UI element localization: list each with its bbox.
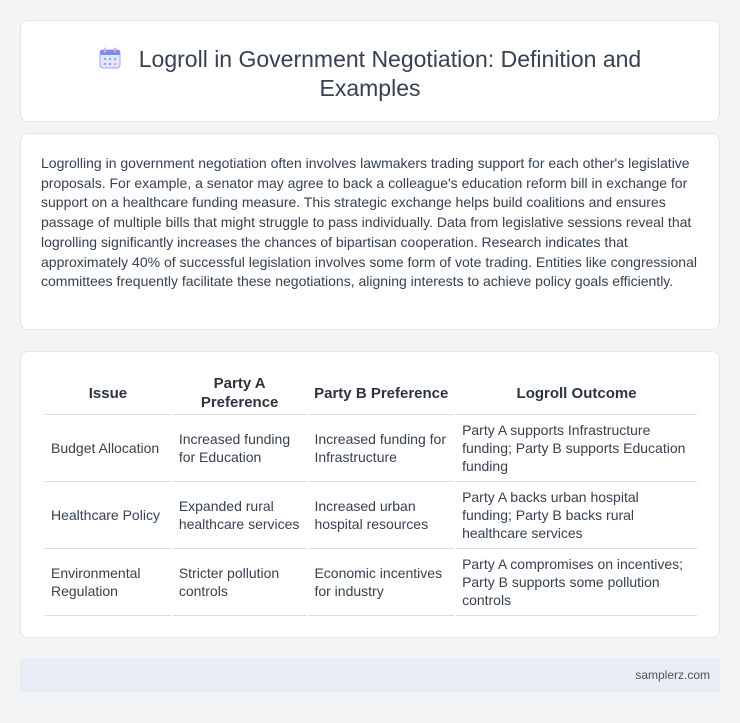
cell-outcome: Party A backs urban hospital funding; Party B backs rural healthcare services	[456, 482, 697, 549]
cell-party-b: Increased urban hospital resources	[308, 482, 454, 549]
cell-party-a: Expanded rural healthcare services	[173, 482, 307, 549]
cell-party-b: Increased funding for Infrastructure	[308, 415, 454, 482]
intro-card	[20, 133, 720, 330]
cell-issue: Environmental Regulation	[45, 549, 171, 616]
logroll-table	[43, 372, 699, 616]
cell-issue: Budget Allocation	[45, 415, 171, 482]
calendar-icon	[99, 47, 121, 69]
footer-bar	[20, 658, 720, 692]
cell-party-a: Increased funding for Education	[173, 415, 307, 482]
header-card	[20, 20, 720, 122]
table-row	[45, 415, 697, 482]
cell-party-b: Economic incentives for industry	[308, 549, 454, 616]
column-header-party-b: Party B Preference	[308, 372, 454, 415]
table-header-row	[45, 372, 697, 415]
table-row	[45, 482, 697, 549]
cell-outcome: Party A compromises on incentives; Party B supports some pollution controls	[456, 549, 697, 616]
column-header-outcome: Logroll Outcome	[456, 372, 697, 415]
cell-party-a: Stricter pollution controls	[173, 549, 307, 616]
intro-paragraph: Logrolling in government negotiation often involves lawmakers trading support for each other's legislative proposals. For example, a senator may agree to back a colleague's education reform bill in exchange for support on a healthcare funding measure. This strategic exchange helps build coalitions and ensures passage of multiple bills that might struggle to pass individually. Data from legislative sessions reveal that logrolling significantly increases the chances of bipartisan cooperation. Research indicates that approximately 40% of successful legislation involves some form of vote trading. Entities like congressional committees frequently facilitate these negotiations, aligning interests to achieve policy goals efficiently.	[41, 155, 697, 290]
column-header-party-a: Party A Preference	[173, 372, 307, 415]
table-row	[45, 549, 697, 616]
page-title-row	[21, 45, 719, 103]
cell-outcome: Party A supports Infrastructure funding; Party B supports Education funding	[456, 415, 697, 482]
footer-site-link[interactable]: samplerz.com	[635, 668, 710, 682]
column-header-issue: Issue	[45, 372, 171, 415]
page-title: Logroll in Government Negotiation: Definition and Examples	[138, 46, 642, 101]
table-card	[20, 351, 720, 638]
cell-issue: Healthcare Policy	[45, 482, 171, 549]
